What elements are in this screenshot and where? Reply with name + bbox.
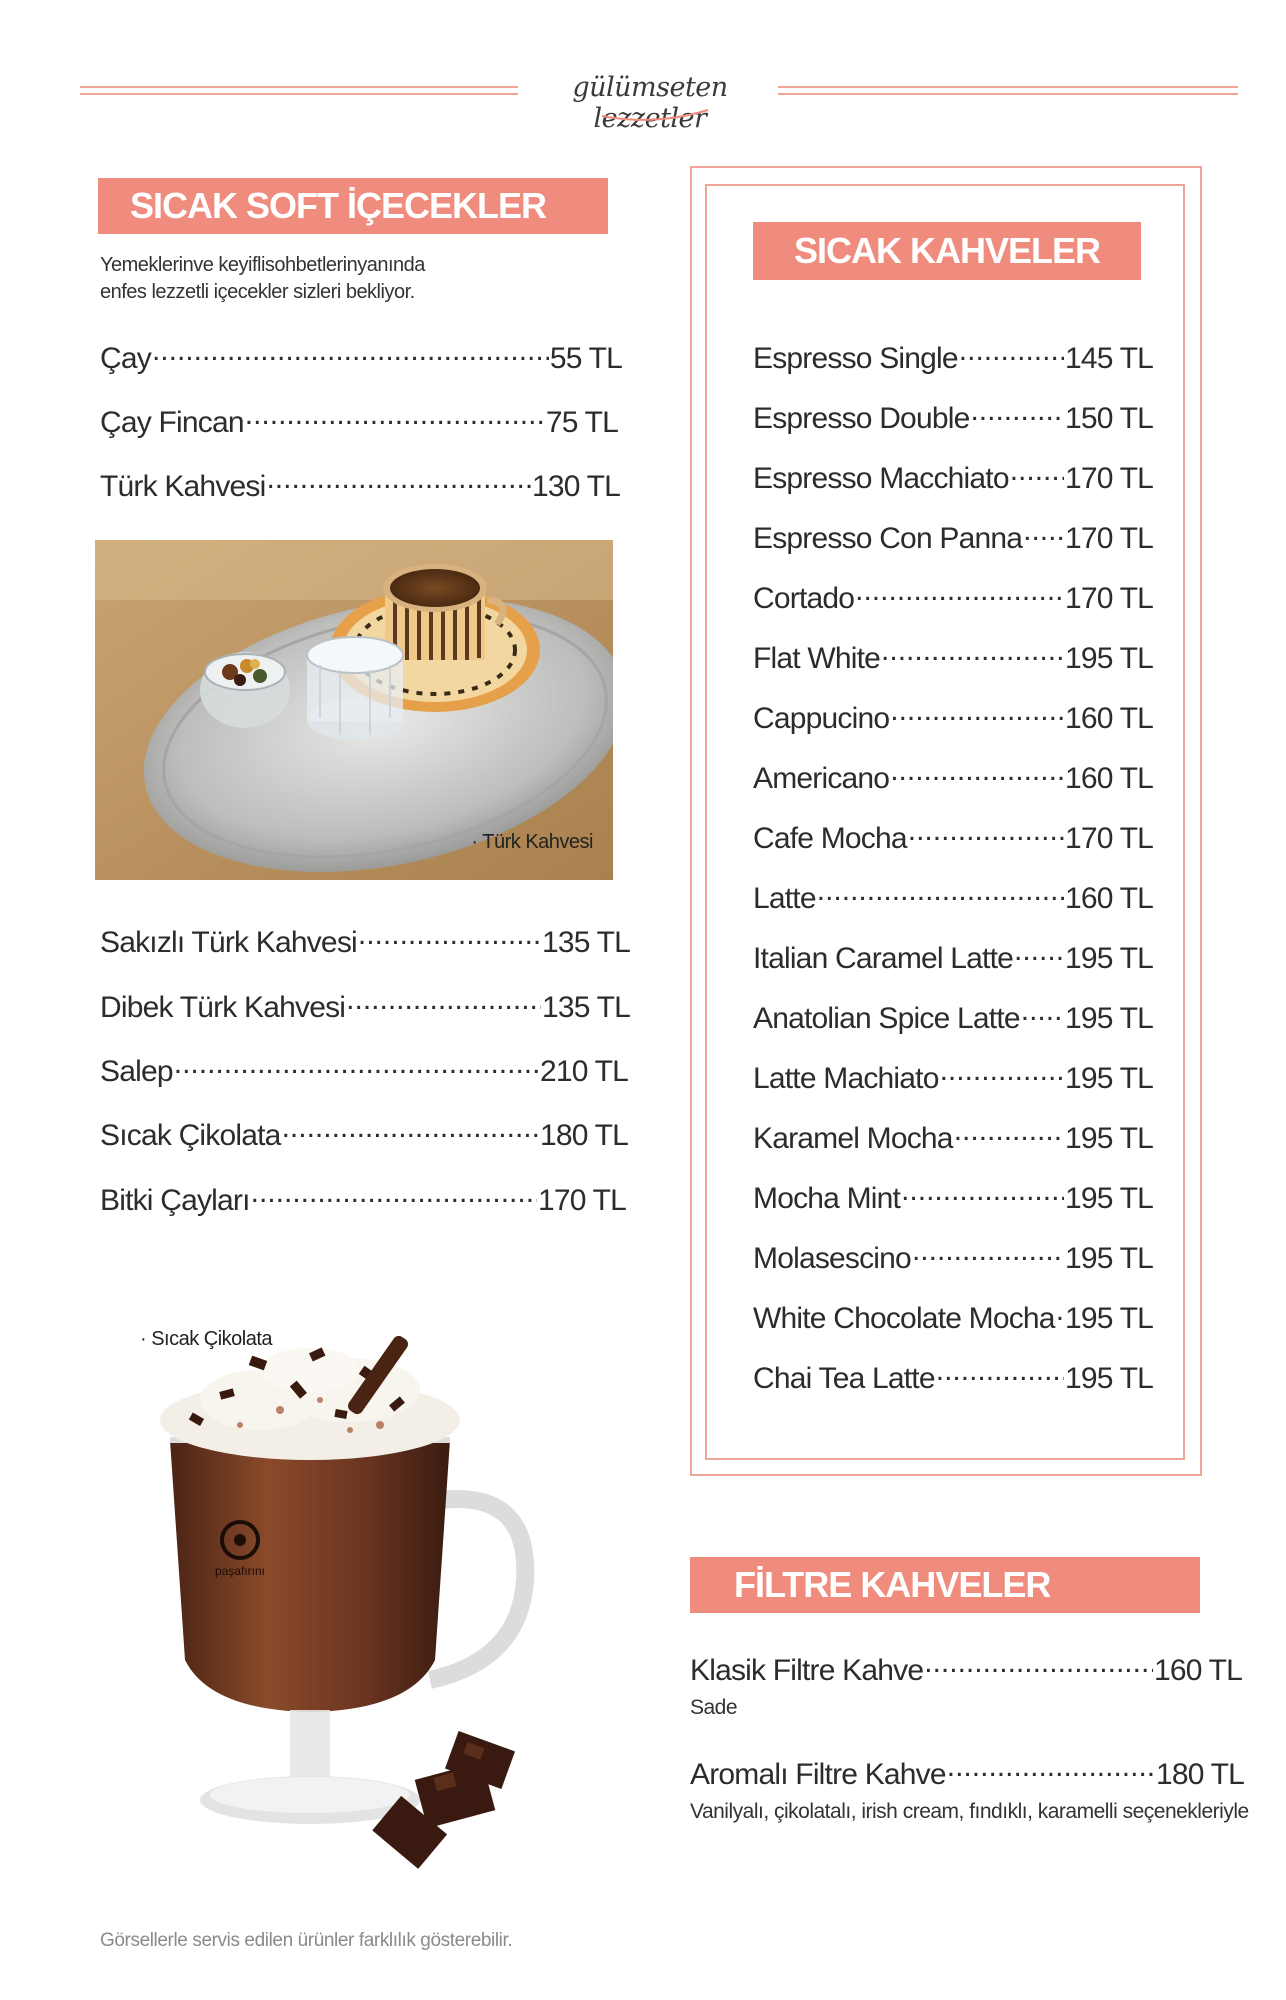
item-price: 195 TL (1064, 942, 1153, 975)
item-name: Çay Fincan (100, 406, 244, 439)
item-name: Cafe Mocha (753, 822, 907, 855)
item-name: Karamel Mocha (753, 1122, 953, 1155)
item-name: Cappucino (753, 702, 890, 735)
menu-item (690, 1754, 1244, 1792)
item-price: 180 TL (1155, 1758, 1244, 1791)
menu-item (753, 398, 1153, 436)
menu-item (753, 638, 1153, 676)
subtitle-line: Yemeklerinve keyiflisohbetlerinyanında (100, 254, 425, 276)
item-name: Aromalı Filtre Kahve (690, 1758, 946, 1791)
item-price: 195 TL (1064, 1122, 1153, 1155)
header-rule (80, 93, 518, 95)
item-name: Anatolian Spice Latte (753, 1002, 1020, 1035)
menu-item (753, 338, 1153, 376)
item-name: Espresso Con Panna (753, 522, 1023, 555)
item-price: 195 TL (1064, 1362, 1153, 1395)
item-name: Italian Caramel Latte (753, 942, 1014, 975)
hot-chocolate-photo (150, 1330, 580, 1890)
item-name: Sıcak Çikolata (100, 1119, 281, 1152)
menu-item (753, 818, 1153, 856)
hot-chocolate-illustration (150, 1330, 580, 1890)
item-name: Salep (100, 1055, 173, 1088)
item-note: Vanilyalı, çikolatalı, irish cream, fındıklı, karamelli seçenekleriyle (690, 1800, 1249, 1823)
item-price: 160 TL (1064, 762, 1153, 795)
section-subtitle (100, 252, 540, 306)
item-price: 195 TL (1064, 1182, 1153, 1215)
item-price: 135 TL (541, 991, 630, 1024)
menu-item (753, 578, 1153, 616)
item-name: Latte Machiato (753, 1062, 939, 1095)
item-name: Latte (753, 882, 816, 915)
menu-item (100, 402, 618, 440)
section-title-hot-soft-drinks: SICAK SOFT İÇECEKLER (98, 178, 608, 234)
tagline-swoosh (600, 108, 710, 124)
menu-item (690, 1650, 1242, 1688)
item-price: 195 TL (1064, 1302, 1153, 1335)
item-price: 195 TL (1064, 642, 1153, 675)
menu-item (753, 1298, 1153, 1336)
item-name: Americano (753, 762, 890, 795)
section-title-hot-coffees: SICAK KAHVELER (753, 222, 1141, 280)
item-price: 75 TL (545, 406, 618, 439)
item-name: Mocha Mint (753, 1182, 901, 1215)
item-price: 170 TL (1064, 462, 1153, 495)
item-price: 135 TL (541, 926, 630, 959)
item-price: 210 TL (539, 1055, 628, 1088)
item-price: 55 TL (549, 342, 622, 375)
menu-item (100, 922, 630, 960)
item-price: 170 TL (1064, 822, 1153, 855)
subtitle-line: enfes lezzetli içecekler sizleri bekliyor. (100, 281, 415, 303)
item-price: 150 TL (1064, 402, 1153, 435)
menu-item (753, 1058, 1153, 1096)
item-price: 160 TL (1064, 702, 1153, 735)
menu-item (753, 878, 1153, 916)
menu-item (100, 466, 620, 504)
turkish-coffee-photo (95, 540, 613, 880)
item-name: Chai Tea Latte (753, 1362, 935, 1395)
menu-item (100, 338, 622, 376)
tagline: gülümseten lezzetler (572, 72, 728, 134)
item-name: Sakızlı Türk Kahvesi (100, 926, 357, 959)
menu-item (753, 458, 1153, 496)
item-note: Sade (690, 1696, 738, 1719)
menu-item (100, 1180, 626, 1218)
menu-item (753, 698, 1153, 736)
item-price: 170 TL (537, 1184, 626, 1217)
item-name: Cortado (753, 582, 855, 615)
item-price: 160 TL (1064, 882, 1153, 915)
item-name: White Chocolate Mocha (753, 1302, 1055, 1335)
item-name: Espresso Single (753, 342, 958, 375)
item-name: Molasescino (753, 1242, 911, 1275)
header-rule (778, 86, 1238, 88)
header-rule (778, 93, 1238, 95)
header-rule (80, 86, 518, 88)
menu-item (100, 1051, 628, 1089)
item-price: 130 TL (531, 470, 620, 503)
menu-item (753, 758, 1153, 796)
brand-logo: paşafırını (214, 1564, 266, 1578)
item-price: 170 TL (1064, 582, 1153, 615)
menu-item (100, 1115, 628, 1153)
item-name: Espresso Double (753, 402, 970, 435)
photo-caption: · Sıcak Çikolata (140, 1328, 273, 1350)
footer-disclaimer: Görsellerle servis edilen ürünler farklılık gösterebilir. (100, 1930, 513, 1951)
item-name: Espresso Macchiato (753, 462, 1009, 495)
menu-item (753, 1238, 1153, 1276)
item-name: Flat White (753, 642, 881, 675)
item-price: 195 TL (1064, 1242, 1153, 1275)
item-price: 180 TL (539, 1119, 628, 1152)
item-name: Çay (100, 342, 151, 375)
menu-item (753, 1358, 1153, 1396)
section-title-filter-coffees: FİLTRE KAHVELER (690, 1557, 1200, 1613)
turkish-coffee-illustration (95, 540, 613, 880)
item-price: 160 TL (1153, 1654, 1242, 1687)
item-price: 195 TL (1064, 1062, 1153, 1095)
menu-item (753, 1178, 1153, 1216)
menu-item (753, 1118, 1153, 1156)
menu-item (753, 518, 1153, 556)
item-name: Dibek Türk Kahvesi (100, 991, 346, 1024)
item-price: 195 TL (1064, 1002, 1153, 1035)
item-name: Klasik Filtre Kahve (690, 1654, 924, 1687)
item-price: 170 TL (1064, 522, 1153, 555)
item-name: Bitki Çayları (100, 1184, 250, 1217)
photo-caption: · Türk Kahvesi (471, 831, 593, 853)
item-name: Türk Kahvesi (100, 470, 266, 503)
menu-item (753, 938, 1153, 976)
menu-item (753, 998, 1153, 1036)
item-price: 145 TL (1064, 342, 1153, 375)
menu-item (100, 987, 630, 1025)
